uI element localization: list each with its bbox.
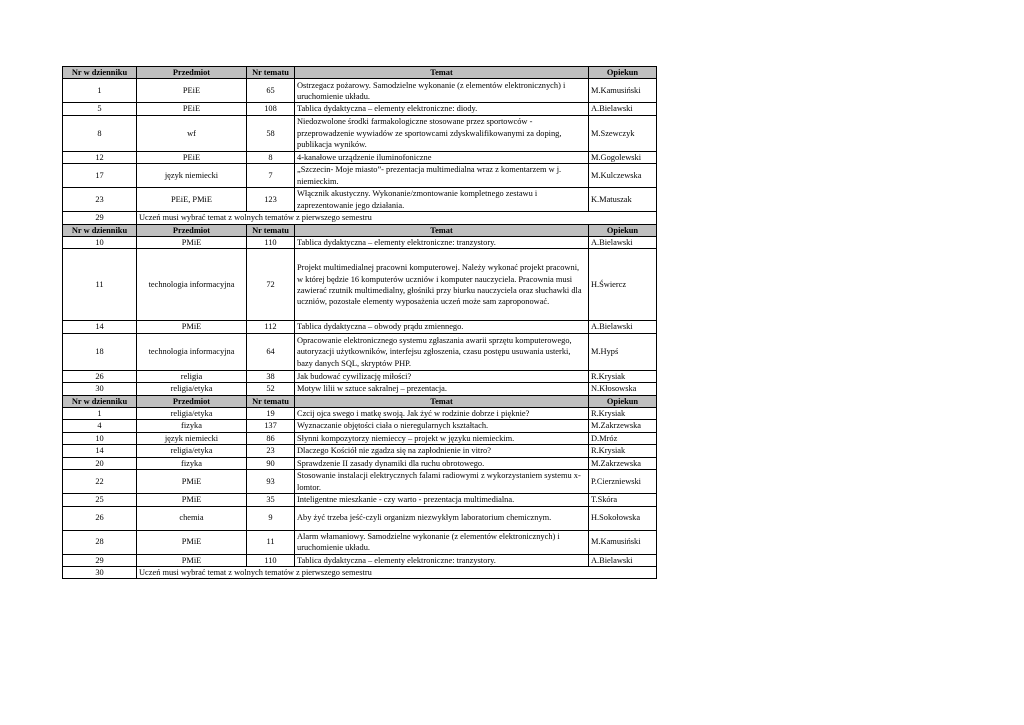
nr-cell: 20 <box>63 457 137 469</box>
header-topic: Temat <box>295 67 589 79</box>
nr-cell: 1 <box>63 79 137 103</box>
subject-cell: PEiE <box>137 103 247 115</box>
nr-cell: 29 <box>63 554 137 566</box>
table-row <box>63 333 657 370</box>
nr-cell: 17 <box>63 164 137 188</box>
table-row <box>63 408 657 420</box>
table-row <box>63 249 657 321</box>
subject-cell: PEiE <box>137 151 247 163</box>
nr-cell: 30 <box>63 383 137 395</box>
topic-cell: Włącznik akustyczny. Wykonanie/zmontowanie kompletnego zestawu i zaprezentowanie jego działania. <box>295 188 589 212</box>
table-row <box>63 506 657 530</box>
nr-cell: 12 <box>63 151 137 163</box>
topic-nr-cell: 93 <box>247 470 295 494</box>
topic-nr-cell: 137 <box>247 420 295 432</box>
topic-nr-cell: 64 <box>247 333 295 370</box>
subject-cell: PMiE <box>137 530 247 554</box>
table-row <box>63 494 657 506</box>
topic-cell: Jak budować cywilizację miłości? <box>295 370 589 382</box>
table-row <box>63 370 657 382</box>
table-row <box>63 188 657 212</box>
topic-nr-cell: 7 <box>247 164 295 188</box>
subject-cell: PMiE <box>137 470 247 494</box>
tutor-cell: K.Matuszak <box>589 188 657 212</box>
tutor-cell: R.Krysiak <box>589 370 657 382</box>
table-row <box>63 530 657 554</box>
nr-cell: 11 <box>63 249 137 321</box>
tutor-cell: A.Bielawski <box>589 103 657 115</box>
header-topic: Temat <box>295 395 589 407</box>
topic-cell: Aby żyć trzeba jeść-czyli organizm niezwykłym laboratorium chemicznym. <box>295 506 589 530</box>
nr-cell: 28 <box>63 530 137 554</box>
topic-nr-cell: 108 <box>247 103 295 115</box>
topic-nr-cell: 35 <box>247 494 295 506</box>
nr-cell: 23 <box>63 188 137 212</box>
subject-cell: fizyka <box>137 420 247 432</box>
topic-nr-cell: 38 <box>247 370 295 382</box>
topic-nr-cell: 110 <box>247 554 295 566</box>
tutor-cell: A.Bielawski <box>589 554 657 566</box>
topic-cell: Alarm włamaniowy. Samodzielne wykonanie (z elementów elektronicznych) i uruchomienie układu. <box>295 530 589 554</box>
topic-cell: Projekt multimedialnej pracowni komputerowej. Należy wykonać projekt pracowni, w której będzie 16 komputerów uczniów i komputer nauczyciela. Pracownia musi zawierać rzutnik multimedialny, głośniki przy biurku nauczyciela oraz słuchawki dla uczniów, pozostałe elementy wyposażenia uczeń może sam zaproponować. <box>295 249 589 321</box>
table-row <box>63 566 657 578</box>
topic-cell: Tablica dydaktyczna – elementy elektroniczne: tranzystory. <box>295 237 589 249</box>
topic-cell: Motyw lilii w sztuce sakralnej – prezentacja. <box>295 383 589 395</box>
header-topic: Temat <box>295 224 589 236</box>
tutor-cell: H.Świercz <box>589 249 657 321</box>
topic-nr-cell: 58 <box>247 115 295 151</box>
subject-cell: technologia informacyjna <box>137 333 247 370</box>
tutor-cell: A.Bielawski <box>589 321 657 333</box>
topic-cell: Tablica dydaktyczna – elementy elektroniczne: diody. <box>295 103 589 115</box>
table-row <box>63 79 657 103</box>
subject-cell: PEiE, PMiE <box>137 188 247 212</box>
table-row <box>63 212 657 224</box>
table-row <box>63 103 657 115</box>
topic-cell: Opracowanie elektronicznego systemu zgłaszania awarii sprzętu komputerowego, autoryzacji użytkowników, interfejsu zgłoszenia, czasu postępu usuwania usterki, bazy danych SQL, skryptów PHP. <box>295 333 589 370</box>
subject-cell: język niemiecki <box>137 164 247 188</box>
topic-nr-cell: 19 <box>247 408 295 420</box>
table-row <box>63 554 657 566</box>
nr-cell: 26 <box>63 506 137 530</box>
nr-cell: 26 <box>63 370 137 382</box>
header-nr: Nr w dzienniku <box>63 67 137 79</box>
subject-cell: religia/etyka <box>137 445 247 457</box>
header-topic-nr: Nr tematu <box>247 224 295 236</box>
table-row <box>63 321 657 333</box>
header-subject: Przedmiot <box>137 224 247 236</box>
subject-cell: wf <box>137 115 247 151</box>
note-cell: Uczeń musi wybrać temat z wolnych tematów z pierwszego semestru <box>137 212 657 224</box>
subject-cell: PMiE <box>137 494 247 506</box>
tutor-cell: M.Hypś <box>589 333 657 370</box>
tutor-cell: M.Kulczewska <box>589 164 657 188</box>
nr-cell: 14 <box>63 321 137 333</box>
tutor-cell: M.Gogolewski <box>589 151 657 163</box>
subject-cell: PMiE <box>137 237 247 249</box>
subject-cell: język niemiecki <box>137 432 247 444</box>
topic-nr-cell: 23 <box>247 445 295 457</box>
header-tutor: Opiekun <box>589 224 657 236</box>
table-row <box>63 420 657 432</box>
nr-cell: 5 <box>63 103 137 115</box>
topics-table <box>62 66 657 579</box>
nr-cell: 22 <box>63 470 137 494</box>
topic-nr-cell: 86 <box>247 432 295 444</box>
topic-cell: Stosowanie instalacji elektrycznych falami radiowymi z wykorzystaniem systemu x-lomtor. <box>295 470 589 494</box>
topic-nr-cell: 123 <box>247 188 295 212</box>
nr-cell: 14 <box>63 445 137 457</box>
header-row <box>63 67 657 79</box>
subject-cell: fizyka <box>137 457 247 469</box>
tutor-cell: P.Cierzniewski <box>589 470 657 494</box>
nr-cell: 8 <box>63 115 137 151</box>
header-tutor: Opiekun <box>589 67 657 79</box>
header-tutor: Opiekun <box>589 395 657 407</box>
tutor-cell: H.Sokołowska <box>589 506 657 530</box>
nr-cell: 30 <box>63 566 137 578</box>
tutor-cell: N.Kłosowska <box>589 383 657 395</box>
topic-nr-cell: 65 <box>247 79 295 103</box>
tutor-cell: R.Krysiak <box>589 445 657 457</box>
tutor-cell: T.Skóra <box>589 494 657 506</box>
nr-cell: 4 <box>63 420 137 432</box>
tutor-cell: M.Szewczyk <box>589 115 657 151</box>
table-row <box>63 457 657 469</box>
tutor-cell: M.Kamusiński <box>589 530 657 554</box>
subject-cell: religia/etyka <box>137 383 247 395</box>
nr-cell: 10 <box>63 432 137 444</box>
header-subject: Przedmiot <box>137 67 247 79</box>
table-row <box>63 237 657 249</box>
topic-nr-cell: 112 <box>247 321 295 333</box>
nr-cell: 29 <box>63 212 137 224</box>
table-row <box>63 164 657 188</box>
topic-cell: Czcij ojca swego i matkę swoją. Jak żyć w rodzinie dobrze i pięknie? <box>295 408 589 420</box>
topic-cell: Ostrzegacz pożarowy. Samodzielne wykonanie (z elementów elektronicznych) i uruchomienie układu. <box>295 79 589 103</box>
nr-cell: 10 <box>63 237 137 249</box>
topic-cell: „Szczecin- Moje miasto”- prezentacja multimedialna wraz z komentarzem w j. niemieckim. <box>295 164 589 188</box>
header-row <box>63 224 657 236</box>
table-row <box>63 115 657 151</box>
subject-cell: chemia <box>137 506 247 530</box>
note-cell: Uczeń musi wybrać temat z wolnych tematów z pierwszego semestru <box>137 566 657 578</box>
topic-cell: Sprawdzenie II zasady dynamiki dla ruchu obrotowego. <box>295 457 589 469</box>
subject-cell: religia/etyka <box>137 408 247 420</box>
header-topic-nr: Nr tematu <box>247 67 295 79</box>
tutor-cell: R.Krysiak <box>589 408 657 420</box>
topic-nr-cell: 9 <box>247 506 295 530</box>
topic-cell: Słynni kompozytorzy niemieccy – projekt w języku niemieckim. <box>295 432 589 444</box>
topic-nr-cell: 90 <box>247 457 295 469</box>
header-nr: Nr w dzienniku <box>63 224 137 236</box>
subject-cell: PEiE <box>137 79 247 103</box>
nr-cell: 18 <box>63 333 137 370</box>
tutor-cell: D.Mróz <box>589 432 657 444</box>
topic-nr-cell: 52 <box>247 383 295 395</box>
subject-cell: religia <box>137 370 247 382</box>
tutor-cell: M.Kamusiński <box>589 79 657 103</box>
subject-cell: technologia informacyjna <box>137 249 247 321</box>
header-subject: Przedmiot <box>137 395 247 407</box>
nr-cell: 1 <box>63 408 137 420</box>
table-row <box>63 383 657 395</box>
topic-nr-cell: 8 <box>247 151 295 163</box>
topic-cell: Niedozwolone środki farmakologiczne stosowane przez sportowców - przeprowadzenie wywiadów ze sportowcami zdyskwalifikowanymi za doping, publikacja wyników. <box>295 115 589 151</box>
tutor-cell: A.Bielawski <box>589 237 657 249</box>
table-row <box>63 432 657 444</box>
nr-cell: 25 <box>63 494 137 506</box>
table-row <box>63 151 657 163</box>
topic-cell: Inteligentne mieszkanie - czy warto - prezentacja multimedialna. <box>295 494 589 506</box>
topic-cell: Tablica dydaktyczna – obwody prądu zmiennego. <box>295 321 589 333</box>
tutor-cell: M.Zakrzewska <box>589 420 657 432</box>
header-topic-nr: Nr tematu <box>247 395 295 407</box>
topic-cell: 4-kanałowe urządzenie iluminofoniczne <box>295 151 589 163</box>
subject-cell: PMiE <box>137 554 247 566</box>
topic-nr-cell: 110 <box>247 237 295 249</box>
topic-cell: Tablica dydaktyczna – elementy elektroniczne: tranzystory. <box>295 554 589 566</box>
subject-cell: PMiE <box>137 321 247 333</box>
table-row <box>63 445 657 457</box>
table-row <box>63 470 657 494</box>
tutor-cell: M.Zakrzewska <box>589 457 657 469</box>
topic-cell: Dlaczego Kościół nie zgadza się na zapłodnienie in vitro? <box>295 445 589 457</box>
topic-cell: Wyznaczanie objętości ciała o nieregularnych kształtach. <box>295 420 589 432</box>
header-row <box>63 395 657 407</box>
topic-nr-cell: 11 <box>247 530 295 554</box>
header-nr: Nr w dzienniku <box>63 395 137 407</box>
topic-nr-cell: 72 <box>247 249 295 321</box>
